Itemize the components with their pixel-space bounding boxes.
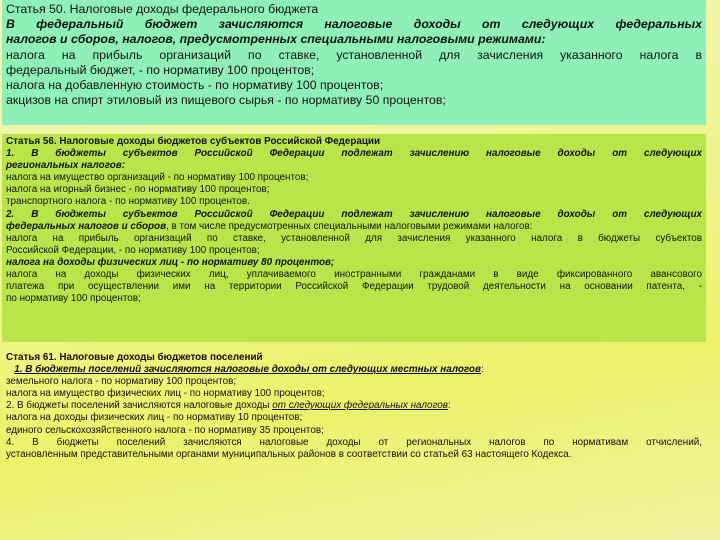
article-50-item-1-cont: федеральный бюджет, - по нормативу 100 процентов; — [6, 62, 315, 77]
article-56-federal-taxes: федеральных налогов и сборов — [6, 220, 167, 232]
article-56-para-2-cont — [6, 221, 702, 233]
article-56-regional-3: транспортного налога - по нормативу 100 процентов. — [6, 196, 250, 208]
article-56-para-2-rest: , в том числе предусмотренных специальными налоговыми режимами налогов: — [166, 220, 533, 232]
article-56-federal-3-end: по нормативу 100 процентов; — [6, 293, 141, 305]
article-61-para-1 — [6, 364, 702, 376]
article-56-federal-2: налога на доходы физических лиц - по нормативу 80 процентов; — [6, 256, 335, 268]
article-61-federal-1: налога на доходы физических лиц - по нормативу 10 процентов; — [6, 412, 303, 424]
article-61-para-4: 4. В бюджеты поселений зачисляются налоговые доходы от региональных налогов по нормативам отчислений, — [6, 436, 702, 448]
article-56-federal-1-cont: Российской Федерации, - по нормативу 100 процентов; — [6, 244, 260, 256]
article-61-local-taxes: 1. В бюджеты поселений зачисляются налоговые доходы от следующих местных налогов — [14, 364, 481, 376]
article-50-intro-cont: налогов и сборов, налогов, предусмотренных специальными налоговыми режимами: — [6, 32, 546, 47]
article-56-para-1: 1. В бюджеты субъектов Российской Федерации подлежат зачислению налоговые доходы от следующих — [6, 148, 702, 160]
article-61-para-1-colon: : — [480, 364, 484, 376]
article-50-item-3: акцизов на спирт этиловый из пищевого сырья - по нормативу 50 процентов; — [6, 93, 446, 108]
article-56-regional-2: налога на игорный бизнес - по нормативу 100 процентов; — [6, 184, 270, 196]
article-56-federal-3: налога на доходы физических лиц, уплачиваемого иностранными гражданами в виде фиксированного авансового — [6, 269, 702, 281]
article-56-title: Статья 56. Налоговые доходы бюджетов субъектов Российской Федерации — [6, 136, 381, 147]
article-50-item-2: налога на добавленную стоимость - по нормативу 100 процентов; — [6, 78, 384, 93]
article-56-federal-3-cont: платежа при осуществлении ими на территории Российской Федерации трудовой деятельности на основании патента, - — [6, 281, 702, 293]
article-56-para-1-cont: региональных налогов: — [6, 160, 126, 172]
article-61-federal-taxes: от следующих федеральных налогов — [272, 400, 448, 412]
article-61-federal-2: единого сельскохозяйственного налога - по нормативу 35 процентов; — [6, 424, 324, 436]
article-61-title: Статья 61. Налоговые доходы бюджетов поселений — [6, 352, 263, 363]
article-61-block — [2, 350, 706, 490]
article-61-para-2 — [6, 400, 702, 412]
article-56-para-2: 2. В бюджеты субъектов Российской Федерации подлежат зачислению налоговые доходы от следующих — [6, 208, 702, 220]
article-56-block — [2, 134, 706, 342]
article-61-local-1: земельного налога - по нормативу 100 процентов; — [6, 376, 237, 388]
article-50-item-1: налога на прибыль организаций по ставке, установленной для зачисления указанного налога в — [6, 47, 702, 62]
article-61-para-4-cont: установленным представительными органами муниципальных районов в соответствии со статьей 63 настоящего Кодекса. — [6, 448, 572, 460]
article-56-federal-1: налога на прибыль организаций по ставке, установленной для зачисления указанного налога в бюджеты субъектов — [6, 232, 702, 244]
article-61-local-2: налога на имущество физических лиц - по нормативу 100 процентов; — [6, 388, 325, 400]
article-61-para-2-colon: : — [447, 400, 451, 412]
article-56-regional-1: налога на имущество организаций - по нормативу 100 процентов; — [6, 172, 309, 184]
article-50-block — [2, 0, 706, 125]
article-50-intro: В федеральный бюджет зачисляются налоговые доходы от следующих федеральных — [6, 17, 702, 32]
article-61-para-2-start: 2. В бюджеты поселений зачисляются налоговые доходы — [6, 400, 273, 412]
article-50-title: Статья 50. Налоговые доходы федерального бюджета — [6, 2, 319, 16]
